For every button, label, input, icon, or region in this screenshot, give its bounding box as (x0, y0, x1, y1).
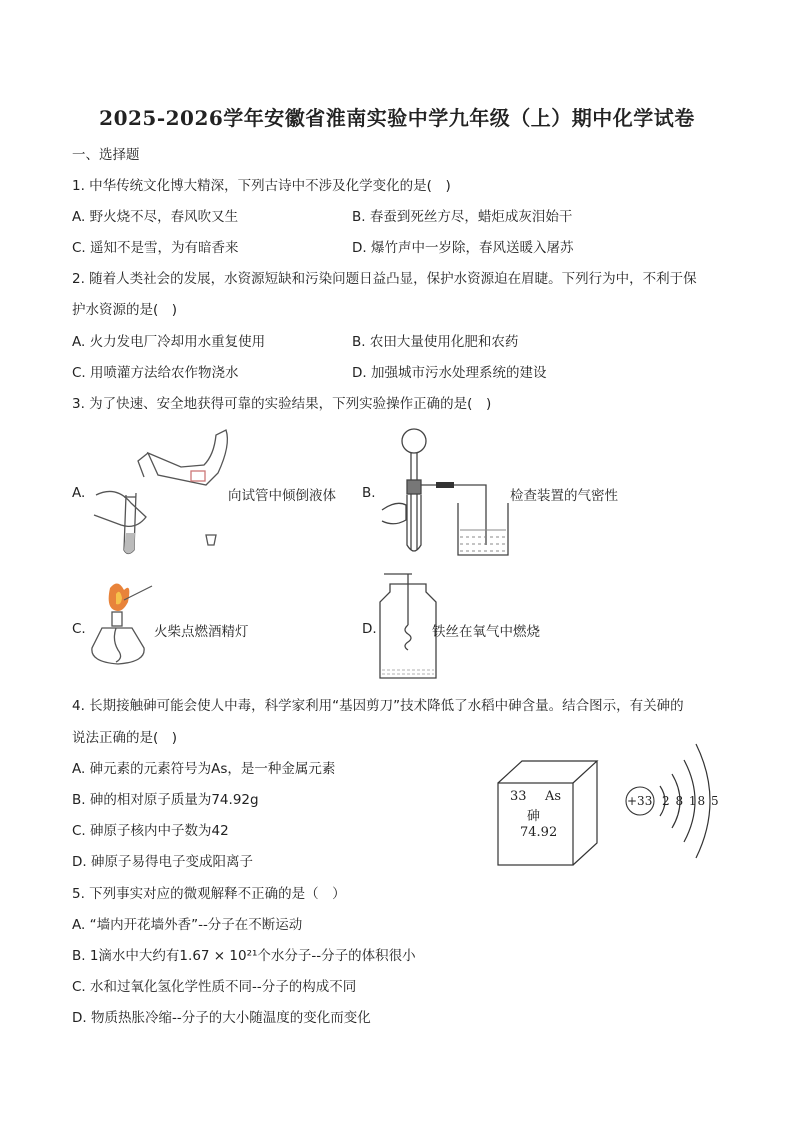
q1-option-b[interactable]: B. 春蚕到死丝方尽，蜡炬成灰泪始干 (352, 209, 573, 225)
q2-stem-line2: 护水资源的是( ) (72, 302, 178, 318)
q2-option-b[interactable]: B. 农田大量使用化肥和农药 (352, 334, 519, 350)
q5-option-c[interactable]: C. 水和过氧化氢化学性质不同--分子的构成不同 (72, 979, 357, 995)
q3-option-a-label[interactable]: A. (72, 485, 86, 501)
q5-stem: 5. 下列事实对应的微观解释不正确的是（ ） (72, 886, 346, 902)
q3-stem: 3. 为了快速、安全地获得可靠的实验结果，下列实验操作正确的是( ) (72, 396, 492, 412)
q5-option-b[interactable]: B. 1滴水中大约有1.67 × 10²¹个水分子--分子的体积很小 (72, 948, 416, 964)
element-atomic-number: 33 (510, 789, 527, 804)
q3-option-a-caption: 向试管中倾倒液体 (228, 488, 336, 504)
airtightness-figure (376, 425, 511, 560)
alcohol-lamp-figure (88, 580, 158, 670)
element-name: 砷 (527, 809, 541, 824)
q3-option-c-caption: 火柴点燃酒精灯 (154, 624, 249, 640)
q4-stem-line1: 4. 长期接触砷可能会使人中毒，科学家利用“基因剪刀”技术降低了水稻中砷含量。结合图示，有关砷的 (72, 698, 684, 714)
q4-option-b[interactable]: B. 砷的相对原子质量为74.92g (72, 792, 259, 808)
q1-stem: 1. 中华传统文化博大精深，下列古诗中不涉及化学变化的是( ) (72, 178, 451, 194)
q3-option-d-caption: 铁丝在氧气中燃烧 (432, 624, 540, 640)
q4-option-c[interactable]: C. 砷原子核内中子数为42 (72, 823, 229, 839)
iron-wire-combustion-figure (378, 570, 438, 682)
q1-option-d[interactable]: D. 爆竹声中一岁除，春风送暖入屠苏 (352, 240, 574, 256)
q3-option-c-label[interactable]: C. (72, 621, 86, 637)
q1-option-c[interactable]: C. 遥知不是雪，为有暗香来 (72, 240, 239, 256)
q5-option-d[interactable]: D. 物质热胀冷缩--分子的大小随温度的变化而变化 (72, 1010, 371, 1026)
q2-option-d[interactable]: D. 加强城市污水处理系统的建设 (352, 365, 547, 381)
q5-option-a[interactable]: A. “墙内开花墙外香”--分子在不断运动 (72, 917, 303, 933)
q3-option-d-label[interactable]: D. (362, 621, 377, 637)
q3-option-b-label[interactable]: B. (362, 485, 376, 501)
atom-nucleus-charge: +33 (627, 794, 653, 808)
q3-option-b-caption: 检查装置的气密性 (510, 488, 618, 504)
q2-stem-line1: 2. 随着人类社会的发展，水资源短缺和污染问题日益凸显，保护水资源迫在眉睫。下列行为中，不利于保 (72, 271, 697, 287)
section-heading: 一、选择题 (72, 147, 140, 163)
q2-option-a[interactable]: A. 火力发电厂冷却用水重复使用 (72, 334, 266, 350)
element-tile (488, 755, 608, 870)
atom-shell-electrons: 2 8 18 5 (662, 794, 720, 808)
q4-stem-line2: 说法正确的是( ) (72, 730, 178, 746)
pour-liquid-figure (86, 425, 236, 555)
q4-option-d[interactable]: D. 砷原子易得电子变成阳离子 (72, 854, 253, 870)
element-symbol: As (545, 789, 562, 804)
q4-option-a[interactable]: A. 砷元素的元素符号为As，是一种金属元素 (72, 761, 336, 777)
q2-option-c[interactable]: C. 用喷灌方法给农作物浇水 (72, 365, 239, 381)
element-atomic-mass: 74.92 (520, 825, 558, 840)
q1-option-a[interactable]: A. 野火烧不尽，春风吹又生 (72, 209, 239, 225)
page-title: 2025-2026学年安徽省淮南实验中学九年级（上）期中化学试卷 (99, 106, 695, 130)
